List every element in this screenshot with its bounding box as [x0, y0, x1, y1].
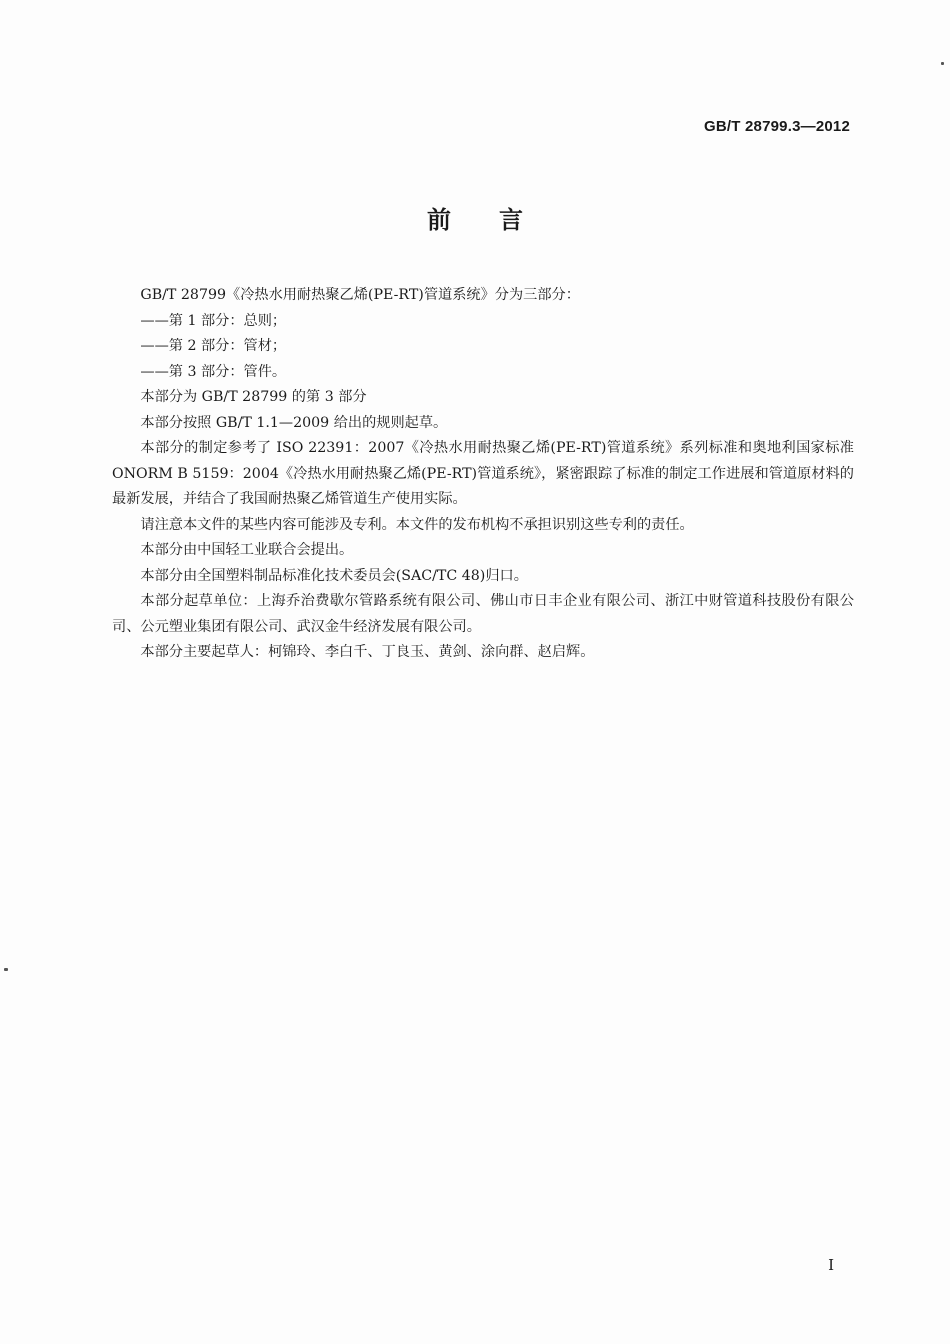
page-title: 前言 [427, 206, 571, 234]
list-item-part1: ——第 1 部分：总则； [140, 312, 287, 329]
list-item-part2: ——第 2 部分：管材； [140, 338, 287, 354]
patent-paragraph: 请注意本文件的某些内容可能涉及专利。本文件的发布机构不承担识别这些专利的责任。 [140, 516, 694, 533]
foreword-body [112, 283, 854, 666]
scan-speck [4, 968, 8, 971]
proposed-by-paragraph: 本部分由中国轻工业联合会提出。 [140, 542, 354, 558]
this-part-paragraph: 本部分为 GB/T 28799 的第 3 部分 [140, 389, 367, 405]
managed-by-paragraph: 本部分由全国塑料制品标准化技术委员会(SAC/TC 48)归口。 [140, 567, 528, 584]
intro-paragraph: GB/T 28799《冷热水用耐热聚乙烯(PE-RT)管道系统》分为三部分： [140, 287, 580, 303]
page-number: I [828, 1256, 834, 1274]
reference-paragraph: 本部分的制定参考了 ISO 22391：2007《冷热水用耐热聚乙烯(PE-RT)管道系统》系列标准和奥地利国家标准 ONORM B 5159：2004《冷热水用耐热聚乙烯(PE-RT)管道系统》，紧密跟踪了标准的制定工作进展和管道原材料的最新发展，并结合了我国耐热聚乙烯管道生产使用实际。 [112, 440, 854, 507]
drafters-paragraph: 本部分主要起草人：柯锦玲、李白千、丁良玉、黄剑、涂向群、赵启辉。 [140, 644, 595, 660]
scan-speck [941, 62, 944, 65]
standard-number: GB/T 28799.3—2012 [704, 118, 850, 135]
drafting-rule-paragraph: 本部分按照 GB/T 1.1—2009 给出的规则起草。 [140, 414, 448, 431]
list-item-part3: ——第 3 部分：管件。 [140, 363, 287, 380]
drafting-units-paragraph: 本部分起草单位：上海乔治费歇尔管路系统有限公司、佛山市日丰企业有限公司、浙江中财管道科技股份有限公司、公元塑业集团有限公司、武汉金牛经济发展有限公司。 [112, 593, 854, 635]
